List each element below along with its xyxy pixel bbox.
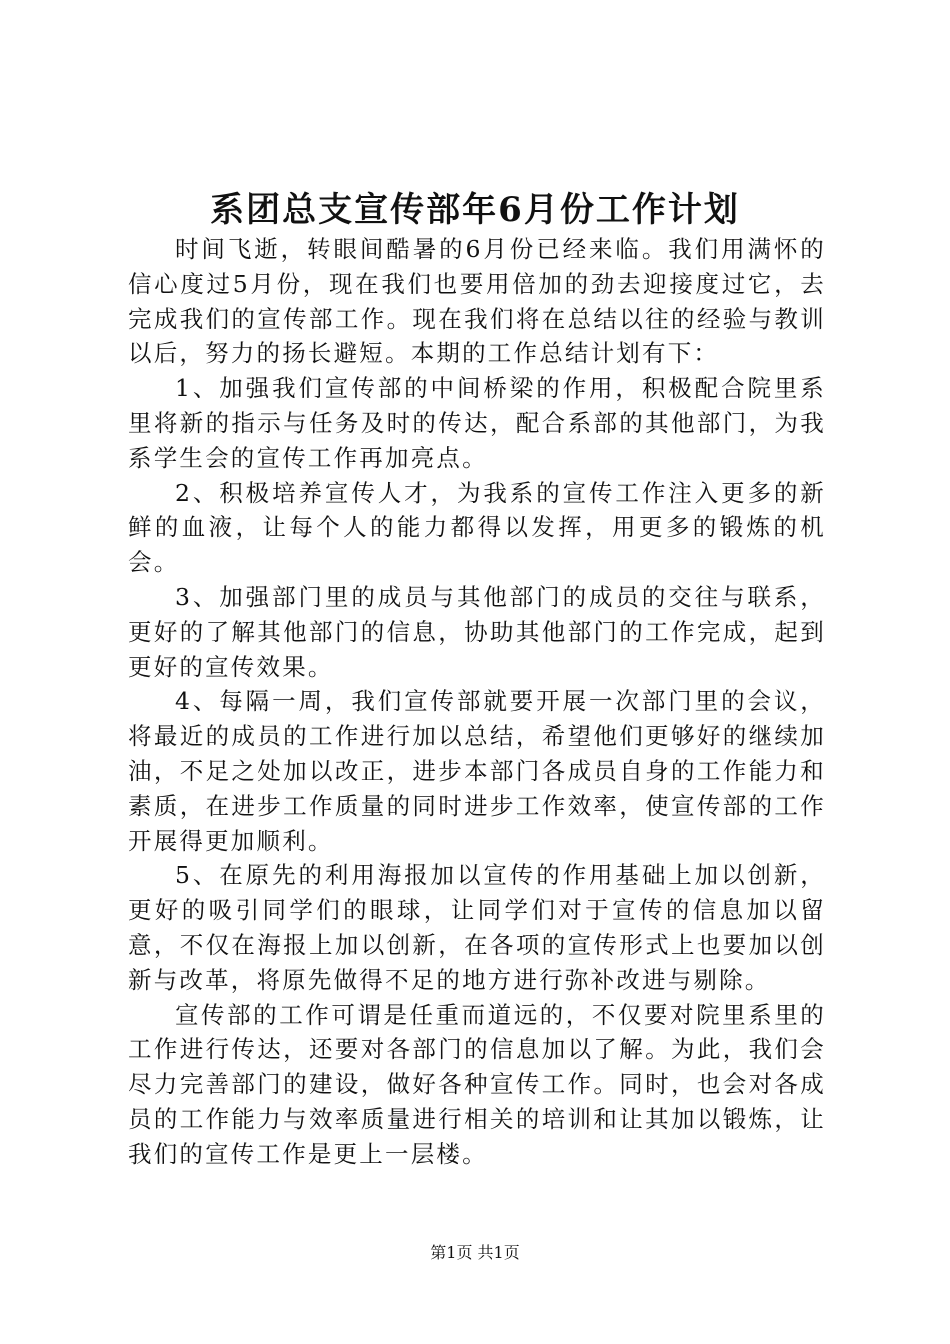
paragraph-item-3: 3、加强部门里的成员与其他部门的成员的交往与联系，更好的了解其他部门的信息，协助其他部门的工作完成，起到更好的宣传效果。 xyxy=(128,582,826,681)
document-title: 系团总支宣传部年6月份工作计划 xyxy=(210,190,740,230)
paragraph-conclusion: 宣传部的工作可谓是任重而道远的，不仅要对院里系里的工作进行传达，还要对各部门的信息加以了解。为此，我们会尽力完善部门的建设，做好各种宣传工作。同时，也会对各成员的工作能力与效率质量进行相关的培训和让其加以锻炼，让我们的宣传工作是更上一层楼。 xyxy=(128,1000,826,1168)
document-body xyxy=(128,232,826,1172)
page-footer: 第1页 共1页 xyxy=(430,1243,520,1262)
paragraph-item-4: 4、每隔一周，我们宣传部就要开展一次部门里的会议，将最近的成员的工作进行加以总结，希望他们更够好的继续加油，不足之处加以改正，进步本部门各成员自身的工作能力和素质，在进步工作质量的同时进步工作效率，使宣传部的工作开展得更加顺利。 xyxy=(128,687,826,855)
paragraph-intro: 时间飞逝，转眼间酷暑的6月份已经来临。我们用满怀的信心度过5月份，现在我们也要用倍加的劲去迎接度过它，去完成我们的宣传部工作。现在我们将在总结以往的经验与教训以后，努力的扬长避短。本期的工作总结计划有下： xyxy=(128,235,826,368)
paragraph-item-1: 1、加强我们宣传部的中间桥梁的作用，积极配合院里系里将新的指示与任务及时的传达，配合系部的其他部门，为我系学生会的宣传工作再加亮点。 xyxy=(128,374,826,472)
paragraph-item-5: 5、在原先的利用海报加以宣传的作用基础上加以创新，更好的吸引同学们的眼球，让同学们对于宣传的信息加以留意，不仅在海报上加以创新，在各项的宣传形式上也要加以创新与改革，将原先做得不足的地方进行弥补改进与剔除。 xyxy=(128,861,826,994)
paragraph-item-2: 2、积极培养宣传人才，为我系的宣传工作注入更多的新鲜的血液，让每个人的能力都得以发挥，用更多的锻炼的机会。 xyxy=(128,478,826,577)
